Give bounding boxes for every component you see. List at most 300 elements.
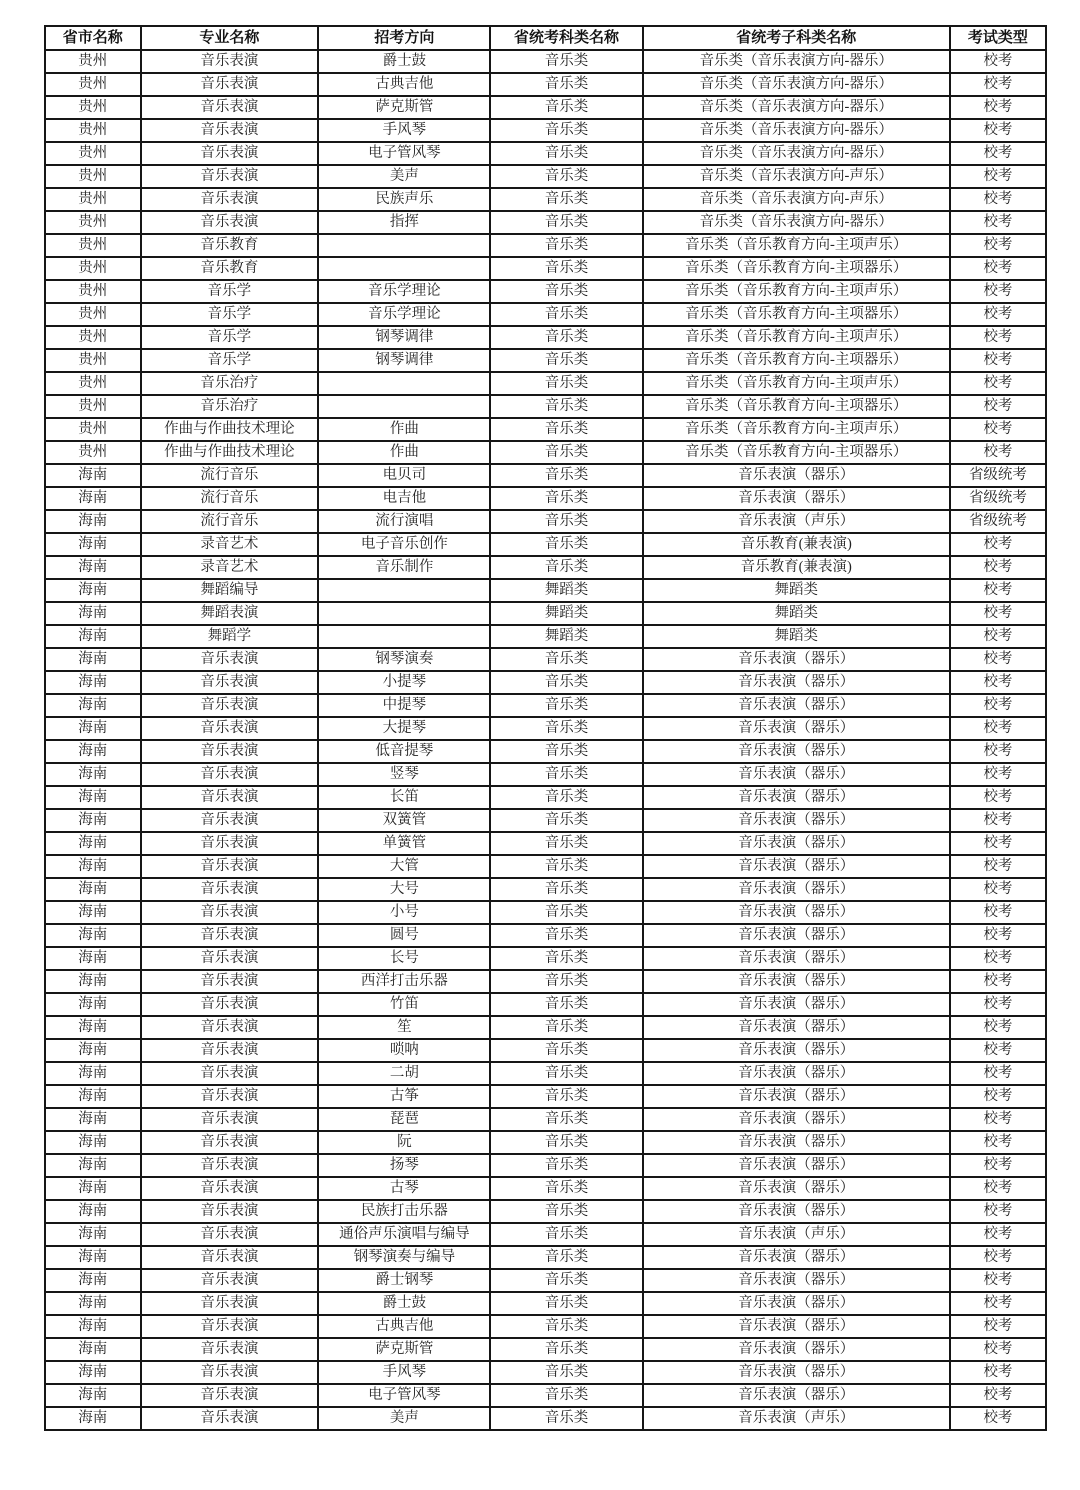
cell-direction: 音乐学理论: [318, 303, 490, 326]
cell-subcategory: 舞蹈类: [643, 625, 950, 648]
cell-major: 音乐治疗: [141, 395, 319, 418]
cell-province: 海南: [45, 1361, 141, 1384]
cell-exam-type: 省级统考: [950, 487, 1046, 510]
cell-subcategory: 音乐类（音乐表演方向-声乐）: [643, 188, 950, 211]
cell-direction: 音乐制作: [318, 556, 490, 579]
cell-category: 音乐类: [490, 1108, 642, 1131]
cell-province: 海南: [45, 786, 141, 809]
cell-direction: [318, 395, 490, 418]
cell-major: 音乐表演: [141, 73, 319, 96]
table-row: [45, 1177, 1046, 1200]
column-header-direction: 招考方向: [318, 26, 490, 50]
cell-subcategory: 音乐类（音乐教育方向-主项器乐）: [643, 349, 950, 372]
table-row: [45, 832, 1046, 855]
cell-exam-type: 校考: [950, 1085, 1046, 1108]
cell-major: 舞蹈表演: [141, 602, 319, 625]
cell-category: 音乐类: [490, 395, 642, 418]
cell-province: 贵州: [45, 257, 141, 280]
table-row: [45, 579, 1046, 602]
cell-major: 音乐表演: [141, 1062, 319, 1085]
cell-direction: 爵士鼓: [318, 50, 490, 73]
cell-category: 舞蹈类: [490, 625, 642, 648]
cell-exam-type: 校考: [950, 809, 1046, 832]
table-row: [45, 602, 1046, 625]
cell-direction: 钢琴调律: [318, 326, 490, 349]
cell-province: 海南: [45, 809, 141, 832]
cell-major: 音乐表演: [141, 1177, 319, 1200]
cell-major: 音乐学: [141, 349, 319, 372]
cell-category: 音乐类: [490, 1085, 642, 1108]
cell-exam-type: 校考: [950, 1131, 1046, 1154]
cell-category: 音乐类: [490, 1292, 642, 1315]
cell-direction: 指挥: [318, 211, 490, 234]
cell-province: 海南: [45, 625, 141, 648]
cell-exam-type: 校考: [950, 855, 1046, 878]
cell-category: 音乐类: [490, 96, 642, 119]
cell-major: 音乐表演: [141, 763, 319, 786]
cell-category: 音乐类: [490, 303, 642, 326]
cell-province: 海南: [45, 487, 141, 510]
cell-subcategory: 音乐表演（声乐）: [643, 510, 950, 533]
cell-province: 贵州: [45, 372, 141, 395]
cell-province: 海南: [45, 1292, 141, 1315]
cell-major: 流行音乐: [141, 510, 319, 533]
table-row: [45, 487, 1046, 510]
cell-exam-type: 校考: [950, 257, 1046, 280]
cell-major: 作曲与作曲技术理论: [141, 418, 319, 441]
cell-direction: 美声: [318, 165, 490, 188]
cell-subcategory: 音乐表演（器乐）: [643, 671, 950, 694]
cell-major: 音乐表演: [141, 1016, 319, 1039]
cell-category: 音乐类: [490, 786, 642, 809]
cell-category: 音乐类: [490, 855, 642, 878]
cell-direction: 圆号: [318, 924, 490, 947]
cell-subcategory: 音乐表演（器乐）: [643, 1154, 950, 1177]
header-row: [45, 26, 1046, 50]
cell-major: 舞蹈编导: [141, 579, 319, 602]
cell-exam-type: 校考: [950, 786, 1046, 809]
cell-subcategory: 音乐表演（器乐）: [643, 832, 950, 855]
cell-category: 音乐类: [490, 1200, 642, 1223]
cell-direction: 钢琴调律: [318, 349, 490, 372]
cell-major: 音乐表演: [141, 671, 319, 694]
cell-category: 音乐类: [490, 349, 642, 372]
cell-subcategory: 音乐类（音乐表演方向-声乐）: [643, 165, 950, 188]
table-row: [45, 211, 1046, 234]
column-header-province: 省市名称: [45, 26, 141, 50]
cell-exam-type: 校考: [950, 533, 1046, 556]
cell-category: 音乐类: [490, 372, 642, 395]
cell-subcategory: 音乐表演（器乐）: [643, 1269, 950, 1292]
table-row: [45, 418, 1046, 441]
table-row: [45, 1200, 1046, 1223]
cell-major: 音乐表演: [141, 1407, 319, 1430]
cell-exam-type: 省级统考: [950, 464, 1046, 487]
cell-province: 海南: [45, 694, 141, 717]
cell-direction: 小号: [318, 901, 490, 924]
cell-exam-type: 校考: [950, 188, 1046, 211]
column-header-category: 省统考科类名称: [490, 26, 642, 50]
cell-subcategory: 音乐类（音乐教育方向-主项声乐）: [643, 280, 950, 303]
cell-category: 音乐类: [490, 1062, 642, 1085]
cell-category: 舞蹈类: [490, 579, 642, 602]
cell-category: 音乐类: [490, 1361, 642, 1384]
cell-province: 海南: [45, 1338, 141, 1361]
cell-major: 录音艺术: [141, 533, 319, 556]
cell-direction: 爵士钢琴: [318, 1269, 490, 1292]
cell-exam-type: 校考: [950, 1407, 1046, 1430]
cell-province: 海南: [45, 510, 141, 533]
cell-major: 音乐表演: [141, 901, 319, 924]
cell-province: 海南: [45, 1407, 141, 1430]
cell-direction: 双簧管: [318, 809, 490, 832]
cell-category: 音乐类: [490, 878, 642, 901]
table-row: [45, 257, 1046, 280]
table-row: [45, 303, 1046, 326]
cell-direction: [318, 372, 490, 395]
cell-province: 贵州: [45, 395, 141, 418]
cell-major: 音乐表演: [141, 648, 319, 671]
cell-subcategory: 音乐表演（器乐）: [643, 1062, 950, 1085]
cell-province: 海南: [45, 1085, 141, 1108]
table-row: [45, 96, 1046, 119]
cell-category: 音乐类: [490, 533, 642, 556]
cell-exam-type: 校考: [950, 1292, 1046, 1315]
cell-major: 音乐表演: [141, 1338, 319, 1361]
cell-category: 音乐类: [490, 257, 642, 280]
cell-subcategory: 音乐表演（器乐）: [643, 464, 950, 487]
cell-province: 海南: [45, 1131, 141, 1154]
cell-major: 音乐表演: [141, 970, 319, 993]
table-row: [45, 740, 1046, 763]
cell-major: 音乐表演: [141, 1131, 319, 1154]
cell-subcategory: 音乐表演（器乐）: [643, 1039, 950, 1062]
cell-province: 海南: [45, 1223, 141, 1246]
cell-category: 音乐类: [490, 1407, 642, 1430]
table-row: [45, 809, 1046, 832]
cell-direction: 作曲: [318, 418, 490, 441]
cell-exam-type: 校考: [950, 556, 1046, 579]
cell-category: 音乐类: [490, 165, 642, 188]
cell-subcategory: 音乐表演（器乐）: [643, 855, 950, 878]
cell-category: 音乐类: [490, 993, 642, 1016]
table-row: [45, 510, 1046, 533]
cell-major: 音乐表演: [141, 947, 319, 970]
cell-direction: 低音提琴: [318, 740, 490, 763]
cell-direction: 长号: [318, 947, 490, 970]
cell-category: 音乐类: [490, 464, 642, 487]
cell-direction: 流行演唱: [318, 510, 490, 533]
cell-province: 贵州: [45, 303, 141, 326]
cell-exam-type: 校考: [950, 96, 1046, 119]
cell-category: 音乐类: [490, 556, 642, 579]
column-header-major: 专业名称: [141, 26, 319, 50]
cell-category: 音乐类: [490, 648, 642, 671]
cell-major: 音乐表演: [141, 694, 319, 717]
cell-province: 海南: [45, 763, 141, 786]
cell-major: 音乐表演: [141, 119, 319, 142]
table-body: [45, 50, 1046, 1430]
cell-direction: 民族打击乐器: [318, 1200, 490, 1223]
table-row: [45, 395, 1046, 418]
cell-direction: 中提琴: [318, 694, 490, 717]
cell-exam-type: 校考: [950, 395, 1046, 418]
cell-exam-type: 校考: [950, 303, 1046, 326]
cell-exam-type: 校考: [950, 1039, 1046, 1062]
cell-subcategory: 音乐表演（声乐）: [643, 1407, 950, 1430]
cell-category: 音乐类: [490, 418, 642, 441]
cell-major: 音乐学: [141, 303, 319, 326]
cell-direction: 通俗声乐演唱与编导: [318, 1223, 490, 1246]
cell-category: 音乐类: [490, 441, 642, 464]
table-row: [45, 188, 1046, 211]
table-row: [45, 1269, 1046, 1292]
cell-category: 音乐类: [490, 487, 642, 510]
cell-category: 音乐类: [490, 119, 642, 142]
cell-province: 海南: [45, 832, 141, 855]
cell-major: 音乐表演: [141, 142, 319, 165]
table-row: [45, 671, 1046, 694]
cell-direction: 扬琴: [318, 1154, 490, 1177]
cell-direction: 音乐学理论: [318, 280, 490, 303]
cell-category: 舞蹈类: [490, 602, 642, 625]
cell-exam-type: 校考: [950, 1384, 1046, 1407]
cell-province: 海南: [45, 464, 141, 487]
cell-direction: [318, 625, 490, 648]
cell-major: 音乐表演: [141, 1292, 319, 1315]
cell-province: 海南: [45, 947, 141, 970]
table-row: [45, 1407, 1046, 1430]
cell-subcategory: 音乐表演（器乐）: [643, 878, 950, 901]
cell-exam-type: 校考: [950, 372, 1046, 395]
cell-subcategory: 音乐类（音乐教育方向-主项声乐）: [643, 418, 950, 441]
cell-exam-type: 校考: [950, 625, 1046, 648]
table-row: [45, 786, 1046, 809]
cell-exam-type: 校考: [950, 234, 1046, 257]
cell-exam-type: 校考: [950, 832, 1046, 855]
cell-major: 音乐表演: [141, 1384, 319, 1407]
cell-subcategory: 音乐表演（器乐）: [643, 1338, 950, 1361]
cell-province: 贵州: [45, 50, 141, 73]
cell-category: 音乐类: [490, 671, 642, 694]
cell-exam-type: 校考: [950, 878, 1046, 901]
cell-direction: 古典吉他: [318, 1315, 490, 1338]
cell-major: 音乐表演: [141, 832, 319, 855]
cell-subcategory: 音乐表演（器乐）: [643, 1246, 950, 1269]
cell-subcategory: 音乐表演（器乐）: [643, 1361, 950, 1384]
cell-subcategory: 音乐表演（声乐）: [643, 1223, 950, 1246]
cell-province: 海南: [45, 1154, 141, 1177]
cell-province: 贵州: [45, 73, 141, 96]
table-row: [45, 165, 1046, 188]
cell-category: 音乐类: [490, 326, 642, 349]
cell-major: 音乐表演: [141, 855, 319, 878]
table-row: [45, 1315, 1046, 1338]
cell-major: 音乐表演: [141, 740, 319, 763]
cell-direction: 电子管风琴: [318, 1384, 490, 1407]
cell-category: 音乐类: [490, 1016, 642, 1039]
cell-category: 音乐类: [490, 809, 642, 832]
cell-direction: 大提琴: [318, 717, 490, 740]
table-row: [45, 1131, 1046, 1154]
cell-province: 贵州: [45, 96, 141, 119]
cell-province: 海南: [45, 1315, 141, 1338]
cell-subcategory: 音乐类（音乐表演方向-器乐）: [643, 142, 950, 165]
cell-subcategory: 音乐表演（器乐）: [643, 1108, 950, 1131]
cell-category: 音乐类: [490, 924, 642, 947]
table-row: [45, 556, 1046, 579]
cell-major: 音乐表演: [141, 878, 319, 901]
cell-province: 贵州: [45, 211, 141, 234]
cell-subcategory: 音乐表演（器乐）: [643, 786, 950, 809]
cell-province: 海南: [45, 970, 141, 993]
cell-province: 海南: [45, 1246, 141, 1269]
cell-category: 音乐类: [490, 1246, 642, 1269]
cell-major: 音乐表演: [141, 1039, 319, 1062]
table-row: [45, 119, 1046, 142]
table-row: [45, 694, 1046, 717]
cell-major: 音乐表演: [141, 1315, 319, 1338]
cell-category: 音乐类: [490, 1338, 642, 1361]
cell-province: 海南: [45, 579, 141, 602]
cell-direction: 二胡: [318, 1062, 490, 1085]
cell-direction: 大号: [318, 878, 490, 901]
cell-direction: 爵士鼓: [318, 1292, 490, 1315]
cell-major: 音乐教育: [141, 257, 319, 280]
cell-direction: 作曲: [318, 441, 490, 464]
table-header: [45, 26, 1046, 50]
table-row: [45, 372, 1046, 395]
cell-province: 海南: [45, 648, 141, 671]
cell-province: 海南: [45, 1062, 141, 1085]
cell-direction: 阮: [318, 1131, 490, 1154]
cell-exam-type: 校考: [950, 1154, 1046, 1177]
cell-direction: 单簧管: [318, 832, 490, 855]
cell-province: 贵州: [45, 326, 141, 349]
cell-direction: 萨克斯管: [318, 96, 490, 119]
cell-direction: 竖琴: [318, 763, 490, 786]
cell-exam-type: 校考: [950, 280, 1046, 303]
cell-major: 流行音乐: [141, 464, 319, 487]
cell-subcategory: 音乐表演（器乐）: [643, 1200, 950, 1223]
cell-major: 音乐表演: [141, 1269, 319, 1292]
table-row: [45, 73, 1046, 96]
cell-province: 海南: [45, 533, 141, 556]
cell-direction: 民族声乐: [318, 188, 490, 211]
table-row: [45, 993, 1046, 1016]
table-row: [45, 1246, 1046, 1269]
cell-province: 海南: [45, 671, 141, 694]
table-row: [45, 1016, 1046, 1039]
cell-province: 贵州: [45, 142, 141, 165]
cell-direction: 琵琶: [318, 1108, 490, 1131]
cell-category: 音乐类: [490, 832, 642, 855]
cell-province: 海南: [45, 1016, 141, 1039]
table-row: [45, 1154, 1046, 1177]
cell-province: 海南: [45, 602, 141, 625]
table-row: [45, 142, 1046, 165]
table-row: [45, 1338, 1046, 1361]
cell-province: 贵州: [45, 280, 141, 303]
table-row: [45, 855, 1046, 878]
cell-subcategory: 音乐表演（器乐）: [643, 809, 950, 832]
cell-subcategory: 音乐类（音乐表演方向-器乐）: [643, 50, 950, 73]
table-row: [45, 1062, 1046, 1085]
cell-exam-type: 校考: [950, 763, 1046, 786]
cell-province: 海南: [45, 993, 141, 1016]
cell-category: 音乐类: [490, 1223, 642, 1246]
cell-subcategory: 音乐表演（器乐）: [643, 993, 950, 1016]
cell-direction: 电贝司: [318, 464, 490, 487]
table-row: [45, 326, 1046, 349]
cell-direction: 古典吉他: [318, 73, 490, 96]
cell-major: 流行音乐: [141, 487, 319, 510]
cell-exam-type: 校考: [950, 142, 1046, 165]
cell-major: 音乐表演: [141, 1246, 319, 1269]
table-row: [45, 717, 1046, 740]
table-row: [45, 1384, 1046, 1407]
cell-major: 音乐教育: [141, 234, 319, 257]
cell-major: 音乐表演: [141, 1223, 319, 1246]
table-row: [45, 1108, 1046, 1131]
cell-province: 贵州: [45, 349, 141, 372]
cell-exam-type: 校考: [950, 1223, 1046, 1246]
cell-major: 音乐表演: [141, 1200, 319, 1223]
cell-exam-type: 校考: [950, 970, 1046, 993]
cell-exam-type: 校考: [950, 901, 1046, 924]
cell-province: 海南: [45, 1269, 141, 1292]
table-row: [45, 924, 1046, 947]
table-row: [45, 901, 1046, 924]
cell-direction: [318, 257, 490, 280]
cell-major: 音乐学: [141, 280, 319, 303]
cell-exam-type: 校考: [950, 441, 1046, 464]
table-row: [45, 970, 1046, 993]
cell-exam-type: 校考: [950, 50, 1046, 73]
cell-category: 音乐类: [490, 211, 642, 234]
cell-subcategory: 音乐表演（器乐）: [643, 924, 950, 947]
cell-category: 音乐类: [490, 50, 642, 73]
cell-subcategory: 音乐类（音乐教育方向-主项器乐）: [643, 441, 950, 464]
cell-category: 音乐类: [490, 1269, 642, 1292]
cell-category: 音乐类: [490, 1177, 642, 1200]
cell-province: 海南: [45, 924, 141, 947]
table-row: [45, 441, 1046, 464]
cell-major: 音乐表演: [141, 1361, 319, 1384]
cell-category: 音乐类: [490, 234, 642, 257]
cell-major: 作曲与作曲技术理论: [141, 441, 319, 464]
cell-exam-type: 校考: [950, 1200, 1046, 1223]
cell-subcategory: 音乐类（音乐教育方向-主项器乐）: [643, 257, 950, 280]
cell-province: 海南: [45, 556, 141, 579]
cell-subcategory: 音乐类（音乐教育方向-主项器乐）: [643, 395, 950, 418]
cell-subcategory: 音乐表演（器乐）: [643, 487, 950, 510]
cell-direction: 大管: [318, 855, 490, 878]
cell-province: 海南: [45, 740, 141, 763]
cell-exam-type: 校考: [950, 993, 1046, 1016]
cell-direction: 长笛: [318, 786, 490, 809]
cell-exam-type: 校考: [950, 165, 1046, 188]
cell-subcategory: 舞蹈类: [643, 602, 950, 625]
cell-subcategory: 音乐表演（器乐）: [643, 717, 950, 740]
cell-exam-type: 校考: [950, 418, 1046, 441]
cell-exam-type: 校考: [950, 648, 1046, 671]
cell-exam-type: 校考: [950, 119, 1046, 142]
table-row: [45, 1361, 1046, 1384]
cell-major: 音乐表演: [141, 1154, 319, 1177]
cell-subcategory: 音乐表演（器乐）: [643, 947, 950, 970]
cell-category: 音乐类: [490, 73, 642, 96]
